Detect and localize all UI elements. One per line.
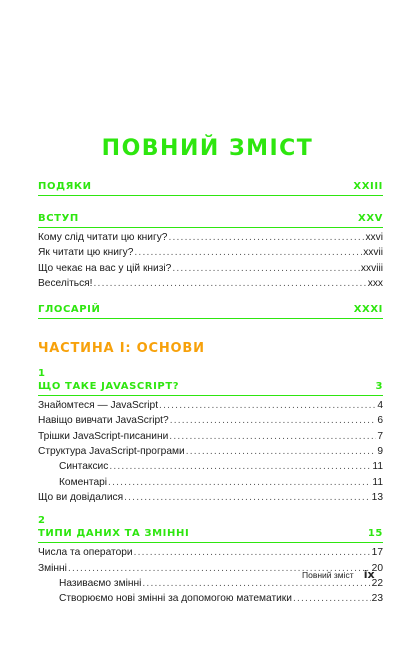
toc-subentry[interactable] bbox=[38, 475, 383, 490]
chapter-entries bbox=[38, 398, 383, 505]
toc-section-introduction bbox=[38, 212, 383, 291]
dot-leader bbox=[94, 276, 367, 291]
toc-entry[interactable] bbox=[38, 444, 383, 459]
dot-leader bbox=[124, 490, 371, 505]
toc-subentry[interactable] bbox=[38, 591, 383, 606]
toc-chapter-1 bbox=[38, 368, 383, 505]
chapter-divider bbox=[38, 395, 383, 396]
section-page: XXV bbox=[358, 213, 383, 224]
toc-chapter-2 bbox=[38, 515, 383, 606]
entry-title: Що ви довідалися bbox=[38, 491, 124, 503]
dot-leader bbox=[108, 475, 371, 490]
toc-entry[interactable] bbox=[38, 276, 383, 291]
toc-section-glossary bbox=[38, 303, 383, 319]
page-title: ПОВНИЙ ЗМІСТ bbox=[101, 136, 314, 161]
entry-title: Коментарі bbox=[59, 476, 108, 488]
section-title: ГЛОСАРІЙ bbox=[38, 304, 101, 316]
entry-page: xxviii bbox=[360, 262, 383, 274]
chapter-number: 2 bbox=[38, 515, 45, 527]
toc-entry[interactable] bbox=[38, 429, 383, 444]
page-footer bbox=[302, 568, 375, 581]
toc-entry[interactable] bbox=[38, 545, 383, 560]
entry-page: xxvii bbox=[363, 247, 383, 259]
entry-title: Кому слід читати цю книгу? bbox=[38, 232, 168, 243]
entry-page: 9 bbox=[377, 446, 383, 458]
section-heading[interactable] bbox=[38, 303, 383, 317]
dot-leader bbox=[159, 398, 376, 413]
entry-title: Як читати цю книгу? bbox=[38, 247, 134, 259]
entry-title: Синтаксис bbox=[59, 461, 109, 473]
entry-title: Знайомтеся — JavaScript bbox=[38, 400, 159, 412]
entry-title: Структура JavaScript-програми bbox=[38, 446, 185, 458]
toc-content bbox=[38, 180, 383, 606]
entry-title: Веселіться! bbox=[38, 277, 93, 289]
entry-page: xxvi bbox=[365, 232, 383, 243]
toc-entry[interactable] bbox=[38, 245, 383, 260]
entry-title: Трішки JavaScript-писанини bbox=[38, 430, 169, 442]
section-heading[interactable] bbox=[38, 212, 383, 226]
toc-entry[interactable] bbox=[38, 261, 383, 276]
running-footer-label: Повний зміст bbox=[302, 570, 354, 580]
entry-title: Числа та оператори bbox=[38, 547, 133, 559]
section-entries bbox=[38, 230, 383, 291]
chapter-heading[interactable] bbox=[38, 527, 383, 541]
part-title: ЧАСТИНА I: ОСНОВИ bbox=[38, 341, 205, 357]
entry-page: xxx bbox=[367, 277, 383, 289]
section-divider bbox=[38, 227, 383, 228]
entry-page: 4 bbox=[377, 400, 383, 412]
entry-page: 11 bbox=[372, 476, 383, 488]
entry-page: 17 bbox=[371, 547, 383, 559]
chapter-title: ТИПИ ДАНИХ ТА ЗМІННІ bbox=[38, 528, 190, 540]
chapter-page: 15 bbox=[367, 528, 383, 540]
page-number: ix bbox=[363, 568, 375, 581]
dot-leader bbox=[170, 413, 377, 428]
entry-page: 23 bbox=[371, 593, 383, 605]
dot-leader bbox=[168, 230, 364, 245]
section-title: ВСТУП bbox=[38, 213, 79, 224]
chapter-number: 1 bbox=[38, 368, 45, 380]
toc-entry[interactable] bbox=[38, 413, 383, 428]
entry-title: Навіщо вивчати JavaScript? bbox=[38, 415, 169, 427]
dot-leader bbox=[169, 429, 376, 444]
chapter-title: ЩО ТАКЕ JAVASCRIPT? bbox=[38, 381, 180, 393]
dot-leader bbox=[134, 545, 371, 560]
entry-page: 20 bbox=[371, 562, 383, 574]
entry-page: 13 bbox=[371, 491, 383, 503]
section-divider bbox=[38, 318, 383, 319]
dot-leader bbox=[109, 459, 371, 474]
section-page: XXIII bbox=[353, 181, 383, 192]
entry-page: 11 bbox=[372, 461, 383, 473]
section-title: ПОДЯКИ bbox=[38, 181, 92, 192]
entry-page: 6 bbox=[377, 415, 383, 427]
entry-title: Створюємо нові змінні за допомогою математики bbox=[59, 593, 292, 605]
toc-entry[interactable] bbox=[38, 490, 383, 505]
toc-entry[interactable] bbox=[38, 230, 383, 245]
section-page: XXXI bbox=[353, 304, 383, 316]
dot-leader bbox=[134, 245, 362, 260]
chapter-page: 3 bbox=[375, 381, 383, 393]
toc-section-acknowledgments bbox=[38, 180, 383, 196]
dot-leader bbox=[293, 591, 371, 606]
entry-title: Що чекає на вас у цій книзі? bbox=[38, 262, 172, 274]
dot-leader bbox=[186, 444, 377, 459]
chapter-heading[interactable] bbox=[38, 380, 383, 394]
dot-leader bbox=[172, 261, 360, 276]
toc-subentry[interactable] bbox=[38, 459, 383, 474]
entry-page: 7 bbox=[377, 430, 383, 442]
section-heading[interactable] bbox=[38, 180, 383, 194]
entry-title: Називаємо змінні bbox=[59, 577, 142, 589]
chapter-divider bbox=[38, 542, 383, 543]
section-divider bbox=[38, 195, 383, 196]
entry-title: Змінні bbox=[38, 562, 67, 574]
toc-entry[interactable] bbox=[38, 398, 383, 413]
entry-page: 22 bbox=[371, 577, 383, 589]
